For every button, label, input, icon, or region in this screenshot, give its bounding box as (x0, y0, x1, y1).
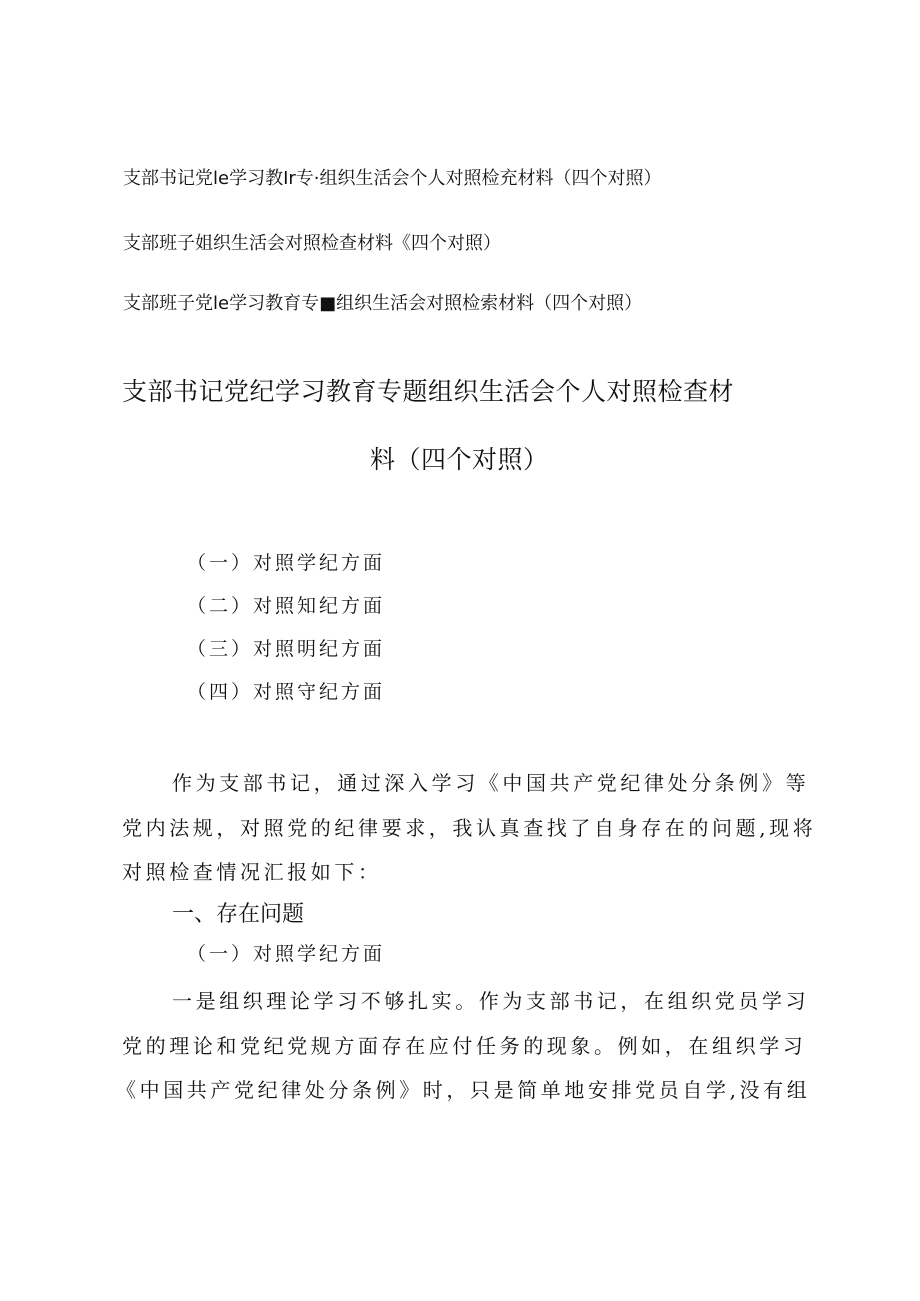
paragraph-line-1: 一是组织理论学习不够扎实。作为支部书记，在组织党员学习 (172, 989, 810, 1013)
paragraph-line-3: 《中国共产党纪律处分条例》时，只是简单地安排党员自学,没有组 (116, 1078, 811, 1102)
subsection-heading: （一）对照学纪方面 (187, 943, 386, 965)
intro-line-3: 对照检查情况汇报如下： (122, 860, 382, 884)
paragraph-line-2: 党的理论和党纪党规方面存在应付任务的现象。例如，在组织学习 (122, 1034, 807, 1058)
outline-item-1: （一）对照学纪方面 (187, 552, 386, 574)
document-title-line-2: 料（四个对照） (370, 445, 549, 474)
toc-item-3[interactable]: 支部班子党le学习教育专■组织生活会对照检索材料（四个对照） (123, 293, 643, 314)
toc-item-2[interactable]: 支部班子姐织生活会对照检查材料《四个对照） (123, 233, 501, 254)
outline-item-4: （四）对照守纪方面 (187, 681, 386, 703)
section-heading: 一、存在问题 (172, 902, 305, 927)
outline-item-2: （二）对照知纪方面 (187, 595, 386, 617)
document-title-line-1: 支部书记党纪学习教育专题组织生活会个人对照检查材 (122, 377, 735, 406)
intro-line-1: 作为支部书记，通过深入学习《中国共产党纪律处分条例》等 (172, 771, 810, 795)
intro-line-2: 党内法规，对照党的纪律要求，我认真查找了自身存在的问题,现将 (122, 816, 817, 840)
outline-item-3: （三）对照明纪方面 (187, 638, 386, 660)
toc-item-1[interactable]: 支部书记党le学习教Ir专·组织生活会个人对照检充材料（四个对照） (123, 168, 662, 189)
